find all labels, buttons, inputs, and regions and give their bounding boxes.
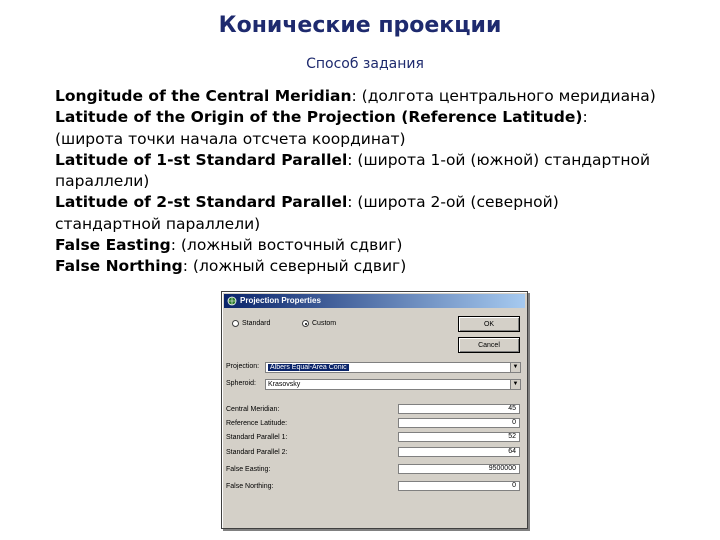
standard-parallel-1-input[interactable]: 52 bbox=[398, 432, 520, 442]
field-label-false-northing: False Northing: bbox=[226, 483, 274, 490]
dialog-title: Projection Properties bbox=[240, 296, 321, 305]
reference-latitude-input[interactable]: 0 bbox=[398, 418, 520, 428]
radio-standard[interactable]: Standard bbox=[232, 320, 270, 327]
desc-line-4: Latitude of 1-st Standard Parallel: (широта 1-ой (южной) стандартной bbox=[55, 150, 651, 169]
field-label-standard-parallel-1: Standard Parallel 1: bbox=[226, 434, 288, 441]
spheroid-value: Krasovsky bbox=[268, 381, 301, 388]
radio-custom[interactable]: Custom bbox=[302, 320, 336, 327]
desc-line-9: False Northing: (ложный северный сдвиг) bbox=[55, 257, 407, 276]
field-label-reference-latitude: Reference Latitude: bbox=[226, 420, 288, 427]
spheroid-label: Spheroid: bbox=[226, 380, 256, 387]
term-false-northing: False Northing bbox=[55, 257, 183, 276]
projection-properties-dialog bbox=[221, 291, 528, 529]
spheroid-select[interactable] bbox=[265, 379, 521, 390]
globe-icon bbox=[227, 296, 237, 306]
radio-custom-dot[interactable] bbox=[302, 320, 309, 327]
desc-line-6: Latitude of 2-st Standard Parallel: (широта 2-ой (северной) bbox=[55, 193, 559, 212]
dialog-titlebar[interactable] bbox=[224, 294, 525, 308]
radio-standard-dot[interactable] bbox=[232, 320, 239, 327]
desc-line-7: стандартной параллели) bbox=[55, 214, 261, 233]
projection-label: Projection: bbox=[226, 363, 260, 370]
slide-title: Конические проекции bbox=[218, 13, 502, 38]
desc-line-5: параллели) bbox=[55, 172, 150, 191]
desc-line-8: False Easting: (ложный восточный сдвиг) bbox=[55, 236, 403, 255]
central-meridian-input[interactable]: 45 bbox=[398, 404, 520, 414]
false-northing-input[interactable]: 0 bbox=[398, 481, 520, 491]
chevron-down-icon[interactable]: ▼ bbox=[510, 380, 520, 389]
term-false-easting: False Easting bbox=[55, 236, 171, 255]
false-easting-input[interactable]: 9500000 bbox=[398, 464, 520, 474]
term-central-meridian: Longitude of the Central Meridian bbox=[55, 87, 352, 105]
term-standard-parallel-1: Latitude of 1-st Standard Parallel bbox=[55, 150, 348, 169]
projection-select[interactable] bbox=[265, 362, 521, 373]
desc-line-3: (широта точки начала отсчета координат) bbox=[55, 129, 406, 148]
ok-button[interactable]: OK bbox=[458, 316, 520, 332]
field-label-central-meridian: Central Meridian: bbox=[226, 406, 280, 413]
field-label-false-easting: False Easting: bbox=[226, 466, 271, 473]
term-standard-parallel-2: Latitude of 2-st Standard Parallel bbox=[55, 193, 348, 212]
field-label-standard-parallel-2: Standard Parallel 2: bbox=[226, 449, 288, 456]
cancel-button[interactable]: Cancel bbox=[458, 337, 520, 353]
standard-parallel-2-input[interactable]: 64 bbox=[398, 447, 520, 457]
term-reference-latitude: Latitude of the Origin of the Projection (Reference Latitude) bbox=[55, 108, 583, 127]
parameter-description bbox=[55, 86, 695, 278]
projection-value: Albers Equal-Area Conic bbox=[270, 364, 347, 371]
desc-line-1: Longitude of the Central Meridian: (долгота центрального меридиана) bbox=[55, 87, 656, 105]
desc-line-2: Latitude of the Origin of the Projection (Reference Latitude): bbox=[55, 108, 588, 127]
slide-subtitle: Способ задания bbox=[306, 56, 424, 72]
chevron-down-icon[interactable]: ▼ bbox=[510, 363, 520, 372]
